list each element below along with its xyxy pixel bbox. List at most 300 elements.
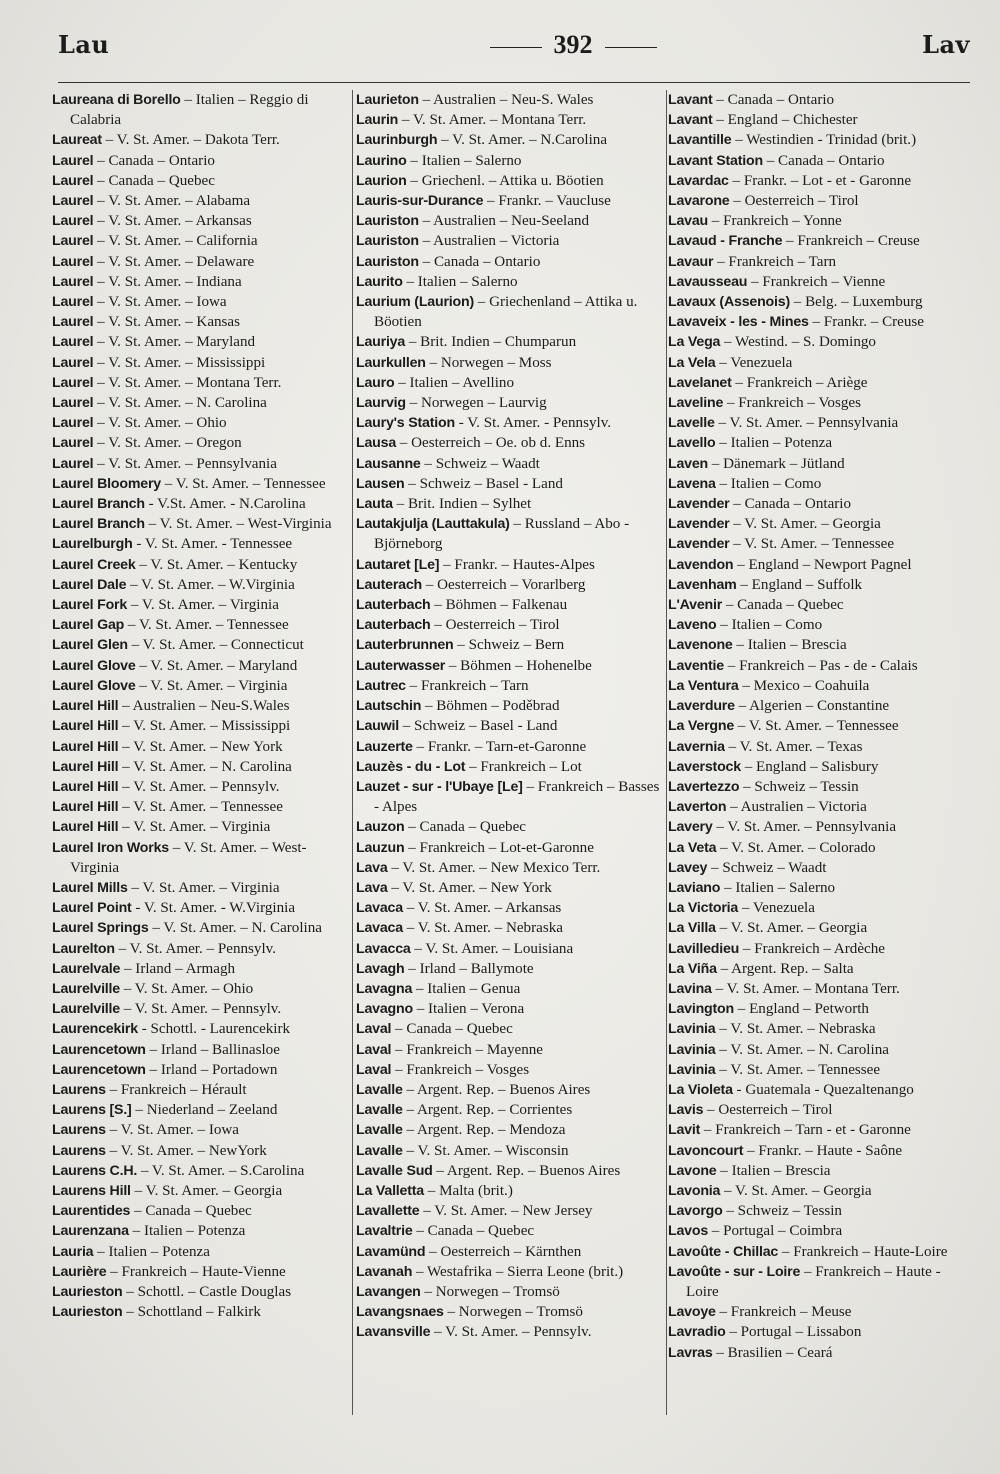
entry-headword: Laurelton [52, 940, 115, 957]
gazetteer-entry [356, 1019, 668, 1039]
entry-location: – Argent. Rep. – Salta [716, 960, 854, 977]
entry-headword: Lauriston [356, 233, 419, 250]
entry-location: – Italien – Potenza [715, 435, 833, 452]
entry-headword: Lauriya [356, 334, 406, 351]
entry-headword: Lavaltrie [356, 1223, 413, 1240]
gazetteer-entry [668, 1161, 972, 1181]
entry-headword: Lavilledieu [668, 940, 740, 957]
gazetteer-entry [668, 130, 972, 150]
entry-headword: Lavendon [668, 556, 734, 573]
entry-location: – Oesterreich – Tirol [703, 1102, 833, 1119]
gazetteer-entry [356, 1221, 668, 1241]
entry-headword: Lavansville [356, 1324, 431, 1341]
entry-location: – V. St. Amer. – Oregon [93, 435, 242, 452]
entry-location: – V. St. Amer. – Indiana [93, 273, 242, 290]
entry-location: – V. St. Amer. – Tennessee [734, 718, 899, 735]
entry-location: – V. St. Amer. – Mississippi [93, 354, 266, 371]
gazetteer-entry [52, 433, 352, 453]
entry-headword: Lavinia [668, 1041, 716, 1058]
entry-location: – Schweiz – Basel - Land [398, 718, 558, 735]
entry-location: – V. St. Amer. – Dakota Terr. [101, 132, 280, 149]
entry-location: – Oesterreich – Kärnthen [425, 1243, 582, 1260]
entry-headword: Lavaca [356, 900, 403, 917]
entry-location: – Italien – Brescia [716, 1162, 831, 1179]
gazetteer-entry [356, 1161, 668, 1181]
entry-location: – V. St. Amer. – Pennsylvania [714, 415, 899, 432]
gazetteer-entry [52, 1242, 352, 1262]
entry-location: – Frankreich – Vosges [391, 1061, 530, 1078]
gazetteer-entry [356, 656, 668, 676]
entry-location: – Frankreich – Meuse [715, 1304, 852, 1321]
gazetteer-entry [52, 90, 352, 130]
entry-location: – Italien – Salerno [402, 273, 518, 290]
entry-location: – Schweiz – Basel - Land [404, 475, 563, 492]
entry-location: – Argent. Rep. – Buenos Aires [402, 1081, 591, 1098]
page-number-block [473, 30, 673, 60]
entry-location: – Frankreich – Ardèche [739, 940, 885, 957]
entry-location: – V. St. Amer. – Iowa [93, 294, 227, 311]
entry-location: – Schweiz – Bern [453, 637, 565, 654]
gazetteer-entry [52, 615, 352, 635]
entry-location: – V. St. Amer. – Arkansas [402, 900, 562, 917]
gazetteer-entry [668, 413, 972, 433]
gazetteer-entry [356, 474, 668, 494]
gazetteer-entry [668, 1141, 972, 1161]
entry-headword: Lavalle Sud [356, 1162, 433, 1179]
entry-location: – Argent. Rep. – Buenos Aires [432, 1162, 621, 1179]
entry-headword: La Ventura [668, 677, 739, 694]
entry-location: – Frankreich – Haute - Loire [686, 1263, 941, 1300]
gazetteer-entry [668, 918, 972, 938]
entry-headword: Lautakjulja (Lauttakula) [356, 516, 510, 533]
entry-location: – Frankreich – Yonne [708, 213, 842, 230]
entry-headword: Laurencekirk [52, 1021, 138, 1038]
entry-location: – Böhmen – Falkenau [430, 597, 568, 614]
entry-location: – England – Petworth [733, 1001, 869, 1018]
gazetteer-entry [668, 797, 972, 817]
gazetteer-entry [52, 635, 352, 655]
entry-headword: Laventie [668, 657, 724, 674]
entry-column-1 [52, 90, 352, 1322]
entry-location: – Italien – Potenza [93, 1243, 210, 1260]
entry-location: – V. St. Amer. – Pennsylvania [93, 455, 277, 472]
entry-location: – Italien – Potenza [128, 1223, 246, 1240]
gazetteer-entry [356, 918, 668, 938]
gazetteer-entry [52, 979, 352, 999]
entry-location: – V. St. Amer. – Montana Terr. [93, 374, 282, 391]
entry-headword: La Vela [668, 354, 716, 371]
gazetteer-entry [52, 696, 352, 716]
gazetteer-entry [668, 1201, 972, 1221]
gazetteer-entry [52, 1141, 352, 1161]
gazetteer-entry [668, 1262, 972, 1302]
entry-location: – Norwegen – Tromsö [443, 1304, 583, 1321]
entry-headword: Lavender [668, 496, 730, 513]
entry-location: – V. St. Amer. – N. Carolina [118, 758, 292, 775]
entry-headword: L'Avenir [668, 597, 723, 614]
gazetteer-entry [52, 999, 352, 1019]
gazetteer-entry [356, 90, 668, 110]
gazetteer-entry [668, 696, 972, 716]
gazetteer-entry [52, 1080, 352, 1100]
entry-headword: Lavagno [356, 1001, 413, 1018]
gazetteer-entry [52, 272, 352, 292]
gazetteer-entry [52, 151, 352, 171]
gazetteer-entry [356, 353, 668, 373]
entry-headword: Laurel Hill [52, 738, 119, 755]
gazetteer-entry [52, 595, 352, 615]
entry-headword: La Veta [668, 839, 717, 856]
entry-headword: Lauterwasser [356, 657, 446, 674]
gazetteer-entry [668, 656, 972, 676]
entry-headword: Laurel [52, 354, 94, 371]
gazetteer-entry [52, 757, 352, 777]
entry-location: – V. St. Amer. – Montana Terr. [711, 980, 900, 997]
gazetteer-entry [356, 817, 668, 837]
entry-headword: Lavarone [668, 193, 730, 210]
gazetteer-entry [52, 1181, 352, 1201]
gazetteer-entry [668, 635, 972, 655]
entry-location: – Italien – Salerno [406, 152, 522, 169]
entry-headword: La Vega [668, 334, 721, 351]
entry-headword: Laury's Station [356, 415, 455, 432]
gazetteer-entry [356, 939, 668, 959]
entry-headword: Laurel [52, 213, 94, 230]
gazetteer-entry [52, 292, 352, 312]
gazetteer-entry [52, 252, 352, 272]
entry-location: – V. St. Amer. – Tennessee [729, 536, 895, 553]
entry-headword: Laurencetown [52, 1041, 146, 1058]
gazetteer-entry [52, 494, 352, 514]
entry-location: – V. St. Amer. – Louisiana [410, 940, 574, 957]
entry-headword: Lavangen [356, 1283, 421, 1300]
entry-headword: Lavington [668, 1001, 734, 1018]
entry-location: – V. St. Amer. – Montana Terr. [398, 112, 587, 129]
gazetteer-entry [356, 959, 668, 979]
gazetteer-entry [356, 1120, 668, 1140]
gazetteer-entry [52, 413, 352, 433]
entry-location: – Canada – Quebec [722, 597, 844, 614]
entry-headword: Laurel Hill [52, 778, 119, 795]
entry-location: – Frankreich – Pas - de - Calais [723, 657, 918, 674]
gazetteer-entry [356, 494, 668, 514]
entry-headword: Laurino [356, 152, 407, 169]
entry-headword: Laurel [52, 172, 94, 189]
entry-location: – V. St. Amer. – Connecticut [127, 637, 304, 654]
entry-headword: Lavos [668, 1223, 709, 1240]
entry-headword: Lavenham [668, 576, 737, 593]
entry-location: – Canada – Ontario [762, 152, 885, 169]
entry-headword: Lavalle [356, 1122, 403, 1139]
gazetteer-entry [52, 171, 352, 191]
gazetteer-entry [668, 433, 972, 453]
gazetteer-entry [52, 1100, 352, 1120]
entry-headword: Laurentides [52, 1203, 131, 1220]
entry-location: – Australien – Victoria [418, 233, 560, 250]
entry-location: - V.St. Amer. - N.Carolina [144, 496, 306, 513]
entry-headword: Laurel Hill [52, 819, 119, 836]
gazetteer-entry [668, 1100, 972, 1120]
entry-headword: Laurelvale [52, 960, 121, 977]
gazetteer-entry [668, 716, 972, 736]
entry-location: – V. St. Amer. – Virginia [127, 597, 279, 614]
entry-location: – Schottl. – Castle Douglas [122, 1283, 292, 1300]
gazetteer-entry [52, 130, 352, 150]
page-header [58, 30, 970, 70]
entry-location: – Frankreich – Basses - Alpes [374, 778, 660, 816]
gazetteer-entry [668, 211, 972, 231]
entry-headword: Lavant Station [668, 152, 763, 169]
gazetteer-entry [356, 231, 668, 251]
entry-location: – V. St. Amer. – Georgia [130, 1182, 283, 1199]
entry-location: – Italien – Genua [412, 980, 521, 997]
gazetteer-entry [668, 1322, 972, 1342]
page-number: 392 [553, 30, 593, 59]
entry-location: – Norwegen – Tromsö [420, 1283, 560, 1300]
entry-location: – Frankreich – Hérault [105, 1081, 247, 1098]
entry-headword: Lavardac [668, 172, 729, 189]
gazetteer-entry [356, 716, 668, 736]
entry-location: – V. St. Amer. – S.Carolina [137, 1162, 305, 1179]
gazetteer-entry [52, 1302, 352, 1322]
entry-headword: Lavit [668, 1122, 701, 1139]
gazetteer-entry [668, 1221, 972, 1241]
entry-location: – Australien – Neu-Seeland [418, 213, 590, 230]
entry-headword: Lavertezzo [668, 778, 740, 795]
gazetteer-entry [356, 110, 668, 130]
entry-location: – England – Suffolk [736, 576, 863, 593]
entry-location: – V. St. Amer. – West-Virginia [144, 516, 332, 533]
entry-location: – Frankreich – Haute-Loire [778, 1243, 948, 1260]
entry-headword: Lavacca [356, 940, 411, 957]
entry-location: – Böhmen – Hohenelbe [445, 657, 592, 674]
gazetteer-entry [668, 1080, 972, 1100]
entry-location: – V. St. Amer. – Kansas [93, 314, 241, 331]
entry-headword: La Violeta [668, 1081, 733, 1098]
entry-location: – Oesterreich – Tirol [430, 617, 560, 634]
gazetteer-entry [356, 1060, 668, 1080]
gazetteer-entry [356, 1181, 668, 1201]
entry-location: – Dänemark – Jütland [708, 455, 845, 472]
entry-headword: Laurel Glove [52, 657, 136, 674]
entry-headword: Lauzès - du - Lot [356, 758, 466, 775]
gazetteer-entry [52, 1282, 352, 1302]
entry-headword: Laurel Bloomery [52, 475, 161, 492]
entry-headword: Laurel Hill [52, 758, 119, 775]
entry-location: – V. St. Amer. – Wisconsin [402, 1142, 569, 1159]
gazetteer-entry [356, 413, 668, 433]
entry-location: – V. St. Amer. – West-Virginia [70, 839, 307, 876]
entry-headword: Lavaux (Assenois) [668, 294, 790, 311]
entry-headword: Lavender [668, 516, 730, 533]
entry-headword: Lavena [668, 475, 716, 492]
entry-headword: Laurion [356, 172, 407, 189]
gazetteer-entry [668, 777, 972, 797]
entry-headword: Lauris-sur-Durance [356, 193, 484, 210]
entry-headword: Lavausseau [668, 273, 748, 290]
gazetteer-entry [52, 514, 352, 534]
gazetteer-entry [668, 191, 972, 211]
header-guide-word-left: Lau [58, 30, 110, 59]
entry-headword: Lauta [356, 496, 393, 513]
entry-headword: Laurel [52, 273, 94, 290]
entry-headword: Laurel [52, 152, 94, 169]
entry-headword: Lauzon [356, 819, 405, 836]
gazetteer-entry [356, 272, 668, 292]
entry-location: – England – Chichester [712, 112, 858, 129]
gazetteer-entry [356, 979, 668, 999]
gazetteer-entry [52, 656, 352, 676]
gazetteer-entry [356, 777, 668, 817]
gazetteer-entry [52, 474, 352, 494]
entry-headword: Lavalle [356, 1102, 403, 1119]
entry-headword: Laveno [668, 617, 717, 634]
entry-headword: Laverton [668, 799, 727, 816]
gazetteer-entry [356, 757, 668, 777]
entry-location: – Westindien - Trinidad (brit.) [731, 132, 917, 149]
gazetteer-entry [52, 555, 352, 575]
gazetteer-entry [52, 353, 352, 373]
gazetteer-entry [52, 797, 352, 817]
header-rule [58, 82, 970, 83]
entry-location: – V. St. Amer. – Maryland [93, 334, 256, 351]
entry-location: – Portugal – Lissabon [725, 1324, 862, 1341]
entry-headword: Laurel Iron Works [52, 839, 169, 856]
entry-location: – Canada – Quebec [412, 1223, 535, 1240]
entry-headword: Laurieton [356, 92, 419, 108]
entry-location: – Frankreich – Tarn [405, 677, 529, 694]
entry-headword: Lauria [52, 1243, 94, 1260]
entry-location: – Frankreich – Tarn [713, 253, 837, 270]
entry-headword: Laurel Dale [52, 576, 127, 593]
entry-headword: Lavenone [668, 637, 733, 654]
gazetteer-entry [356, 1262, 668, 1282]
entry-headword: Lavalle [356, 1142, 403, 1159]
entry-headword: Lauriston [356, 213, 419, 230]
entry-headword: Laurens [S.] [52, 1102, 132, 1119]
entry-headword: Laurel [52, 415, 94, 432]
entry-location: – Frankr. – Creuse [808, 314, 924, 331]
entry-headword: Lavinia [668, 1021, 716, 1038]
entry-headword: Laurel Fork [52, 597, 128, 614]
entry-headword: Lavinia [668, 1061, 716, 1078]
entry-headword: Lauterach [356, 576, 423, 593]
entry-location: – Norwegen – Laurvig [405, 395, 547, 412]
gazetteer-entry [668, 231, 972, 251]
gazetteer-entry [52, 332, 352, 352]
entry-location: – Mexico – Coahuila [738, 677, 870, 694]
entry-headword: Lautaret [Le] [356, 556, 440, 573]
entry-headword: Lavello [668, 435, 716, 452]
entry-headword: Laurel [52, 314, 94, 331]
entry-headword: Lavernia [668, 738, 725, 755]
entry-headword: Laurel Gap [52, 617, 125, 634]
entry-headword: Laurel Glen [52, 637, 128, 654]
gazetteer-entry [52, 898, 352, 918]
entry-headword: Lavalle [356, 1081, 403, 1098]
gazetteer-entry [356, 838, 668, 858]
entry-location: – Schottland – Falkirk [122, 1304, 261, 1321]
entry-location: – V. St. Amer. – Iowa [105, 1122, 239, 1139]
entry-location: – Frankreich – Mayenne [391, 1041, 544, 1058]
gazetteer-entry [356, 696, 668, 716]
gazetteer-entry [356, 999, 668, 1019]
gazetteer-entry [668, 979, 972, 999]
gazetteer-entry [52, 191, 352, 211]
gazetteer-entry [356, 1242, 668, 1262]
entry-location: – V. St. Amer. – Georgia [729, 516, 881, 533]
gazetteer-entry [668, 1120, 972, 1140]
gazetteer-entry [356, 575, 668, 595]
entry-headword: Lavaveix - les - Mines [668, 314, 809, 331]
entry-headword: Laurel [52, 395, 94, 412]
entry-location: – Algerien – Constantine [734, 698, 890, 715]
entry-location: – Böhmen – Poděbrad [421, 698, 560, 715]
entry-location: – Schweiz – Tessin [722, 1203, 842, 1220]
entry-headword: Laurin [356, 112, 399, 129]
entry-headword: Lavoûte - Chillac [668, 1243, 779, 1260]
entry-headword: Laureana di Borello [52, 92, 181, 108]
entry-location: – Schweiz – Tessin [739, 778, 859, 795]
gazetteer-entry [52, 211, 352, 231]
entry-location: - V. St. Amer. - Pennsylv. [454, 415, 612, 432]
gazetteer-entry [668, 757, 972, 777]
entry-headword: Lavant [668, 112, 713, 129]
entry-location: – Westafrika – Sierra Leone (brit.) [412, 1263, 624, 1280]
entry-headword: Laurkullen [356, 354, 426, 371]
entry-location: – V. St. Amer. – New Mexico Terr. [387, 859, 601, 876]
entry-headword: Laurieston [52, 1283, 123, 1300]
entry-location: – V. St. Amer. – Pennsylv. [114, 940, 277, 957]
gazetteer-entry [668, 858, 972, 878]
gazetteer-entry [668, 312, 972, 332]
entry-headword: La Viña [668, 960, 717, 977]
entry-headword: Lavau [668, 213, 709, 230]
gazetteer-entry [52, 1201, 352, 1221]
entry-headword: Lausanne [356, 455, 421, 472]
gazetteer-entry [52, 454, 352, 474]
gazetteer-entry [356, 1322, 668, 1342]
gazetteer-entry [52, 838, 352, 878]
entry-headword: Lava [356, 879, 388, 896]
gazetteer-entry [668, 595, 972, 615]
entry-location: – Italien – Verona [412, 1001, 525, 1018]
entry-location: – Irland – Ballymote [404, 960, 534, 977]
entry-location: – Frankreich – Ariège [731, 374, 868, 391]
entry-location: – Italien – Reggio di Calabria [70, 92, 309, 129]
entry-location: – V. St. Amer. – Texas [724, 738, 863, 755]
entry-headword: Lavant [668, 92, 713, 108]
entry-headword: Laurel [52, 334, 94, 351]
gazetteer-entry [52, 959, 352, 979]
entry-headword: Laurelburgh [52, 536, 133, 553]
entry-headword: La Villa [668, 920, 716, 937]
entry-headword: Laurel [52, 294, 94, 311]
gazetteer-entry [356, 737, 668, 757]
entry-location: – V. St. Amer. – Pennsylv. [118, 778, 280, 795]
gazetteer-entry [668, 1060, 972, 1080]
entry-headword: Laurium (Laurion) [356, 294, 474, 311]
gazetteer-entry [356, 1040, 668, 1060]
gazetteer-entry [52, 878, 352, 898]
entry-headword: Lavoncourt [668, 1142, 744, 1159]
gazetteer-entry [52, 393, 352, 413]
gazetteer-entry [668, 252, 972, 272]
entry-location: – Frankreich – Lot [465, 758, 582, 775]
gazetteer-entry [668, 939, 972, 959]
entry-location: – V. St. Amer. – Virginia [127, 879, 280, 896]
entry-location: – V. St. Amer. – Alabama [93, 193, 251, 210]
